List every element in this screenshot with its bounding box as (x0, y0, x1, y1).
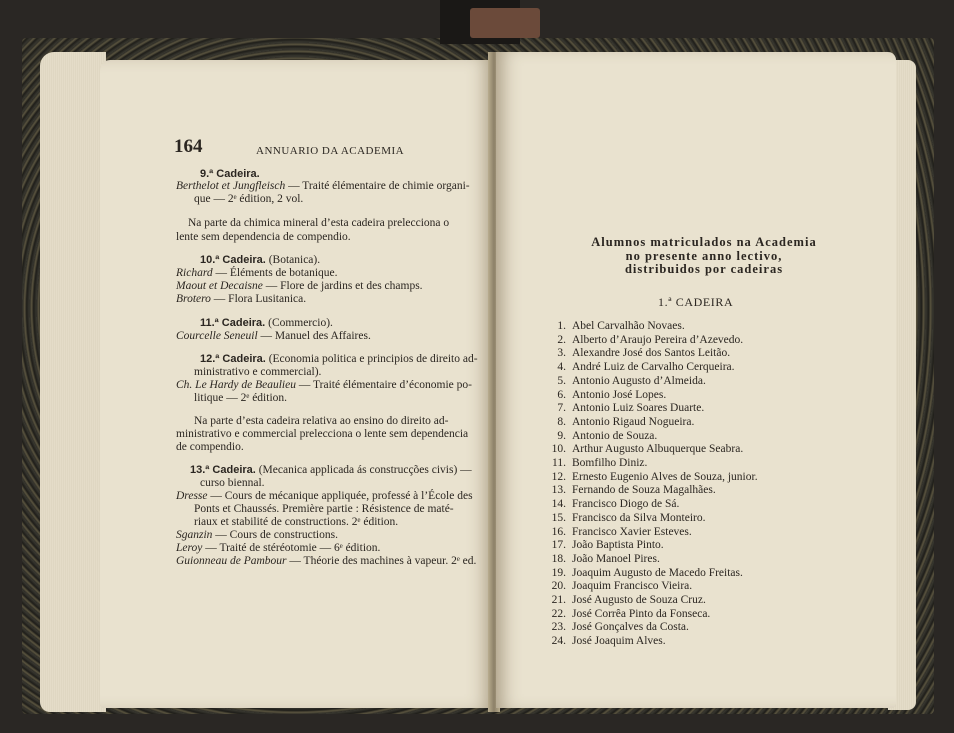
running-head: ANNUARIO DA ACADEMIA (256, 145, 405, 157)
student-name: Joaquim Francisco Vieira. (572, 580, 693, 593)
student-number: 1. (557, 320, 566, 332)
student-name: Antonio de Souza. (572, 429, 658, 442)
text-line: Leroy — Traité de stéréotomie — 6ᵉ édition. (176, 542, 381, 554)
text-line: lente sem dependencia de compendio. (176, 231, 351, 243)
student-number: 12. (551, 470, 566, 483)
student-name: Francisco Xavier Esteves. (572, 525, 692, 538)
student-number: 11. (552, 457, 566, 469)
student-number: 13. (551, 484, 566, 497)
student-number: 24. (551, 635, 566, 648)
student-name: Bomfilho Diniz. (572, 457, 648, 469)
title-line: Alumnos matriculados na Academia (591, 235, 817, 249)
student-name: Fernando de Souza Magalhães. (572, 484, 716, 497)
student-name: José Augusto de Souza Cruz. (572, 594, 706, 606)
student-number: 8. (557, 415, 566, 428)
student-name: Abel Carvalhão Novaes. (572, 320, 685, 332)
student-number: 18. (551, 552, 566, 565)
text-line: Courcelle Seneuil — Manuel des Affaires. (176, 330, 371, 342)
text-line: 9.ª Cadeira. (200, 168, 260, 180)
student-name: João Manoel Pires. (572, 552, 660, 565)
text-line: que — 2ᵉ édition, 2 vol. (194, 193, 304, 205)
section-heading: 1.ª CADEIRA (658, 295, 734, 309)
student-number: 4. (557, 361, 566, 374)
text-line: Guionneau de Pambour — Théorie des machines à vapeur. 2ᵉ ed. (176, 555, 477, 567)
student-name: Alexandre José dos Santos Leitão. (572, 347, 731, 360)
student-number: 9. (557, 429, 566, 442)
student-name: José Gonçalves da Costa. (572, 621, 689, 634)
text-line: ministrativo e commercial prelecciona o lente sem dependencia (176, 428, 469, 440)
student-number: 15. (551, 511, 566, 524)
student-number: 22. (551, 607, 566, 620)
student-number: 7. (557, 402, 566, 415)
text-line: Ponts et Chaussés. Première partie : Résistence de maté- (194, 503, 454, 515)
student-name: Ernesto Eugenio Alves de Souza, junior. (572, 470, 758, 483)
text-line: Na parte da chimica mineral d’esta cadeira prelecciona o (188, 217, 450, 229)
title-line: distribuidos por cadeiras (624, 262, 784, 276)
student-name: Antonio Rigaud Nogueira. (572, 415, 695, 428)
student-name: Joaquim Augusto de Macedo Freitas. (572, 566, 743, 579)
student-name: José Joaquim Alves. (572, 635, 666, 648)
student-name: João Baptista Pinto. (572, 539, 664, 552)
text-line: litique — 2ᵉ édition. (194, 392, 288, 404)
student-number: 19. (551, 566, 566, 579)
spine-top (440, 0, 520, 44)
text-line: Ch. Le Hardy de Beaulieu — Traité élémentaire d’économie po- (176, 379, 472, 391)
student-number: 5. (557, 374, 566, 387)
right-page (496, 52, 896, 708)
student-number: 16. (551, 525, 566, 538)
student-number: 3. (557, 347, 566, 360)
title-line: no presente anno lectivo, (625, 249, 783, 263)
text-line: Na parte d’esta cadeira relativa ao ensino do direito ad- (194, 415, 449, 427)
student-number: 14. (551, 498, 566, 511)
text-line: 10.ª Cadeira. (Botanica). (200, 254, 321, 266)
student-number: 10. (551, 443, 566, 456)
student-number: 2. (557, 333, 566, 346)
text-line: 13.ª Cadeira. (Mecanica applicada ás construcções civis) — (190, 464, 472, 476)
spine-band (470, 8, 540, 38)
text-line: 11.ª Cadeira. (Commercio). (200, 317, 333, 329)
student-name: José Corrêa Pinto da Fonseca. (572, 607, 711, 620)
text-line: riaux et stabilité de constructions. 2ᵉ édition. (194, 516, 399, 528)
text-line: Richard — Éléments de botanique. (176, 267, 338, 279)
student-number: 6. (557, 388, 566, 401)
page-number: 164 (174, 136, 203, 157)
student-number: 21. (551, 594, 566, 606)
student-name: André Luiz de Carvalho Cerqueira. (572, 361, 735, 374)
student-name: Arthur Augusto Albuquerque Seabra. (572, 443, 744, 456)
student-name: Francisco Diogo de Sá. (572, 498, 680, 511)
text-line: Dresse — Cours de mécanique appliquée, professé à l’École des (176, 490, 473, 502)
student-number: 20. (551, 580, 566, 593)
student-name: Francisco da Silva Monteiro. (572, 511, 706, 524)
text-line: 12.ª Cadeira. (Economia politica e principios de direito ad- (200, 353, 478, 365)
text-line: ministrativo e commercial). (194, 366, 322, 378)
student-name: Antonio Augusto d’Almeida. (572, 374, 706, 387)
student-name: Antonio Luiz Soares Duarte. (572, 402, 705, 415)
text-line: de compendio. (176, 441, 244, 453)
left-page-edges (40, 52, 106, 712)
left-page (100, 60, 492, 708)
text-line: Brotero — Flora Lusitanica. (176, 293, 307, 305)
student-number: 23. (551, 621, 566, 634)
student-name: Alberto d’Araujo Pereira d’Azevedo. (572, 333, 744, 346)
student-number: 17. (551, 539, 566, 552)
text-line: Sganzin — Cours de constructions. (176, 529, 338, 541)
text-line: curso biennal. (200, 477, 265, 489)
student-name: Antonio José Lopes. (572, 388, 667, 401)
text-line: Berthelot et Jungfleisch — Traité élémentaire de chimie organi- (176, 180, 470, 192)
text-line: Maout et Decaisne — Flore de jardins et des champs. (176, 280, 423, 292)
